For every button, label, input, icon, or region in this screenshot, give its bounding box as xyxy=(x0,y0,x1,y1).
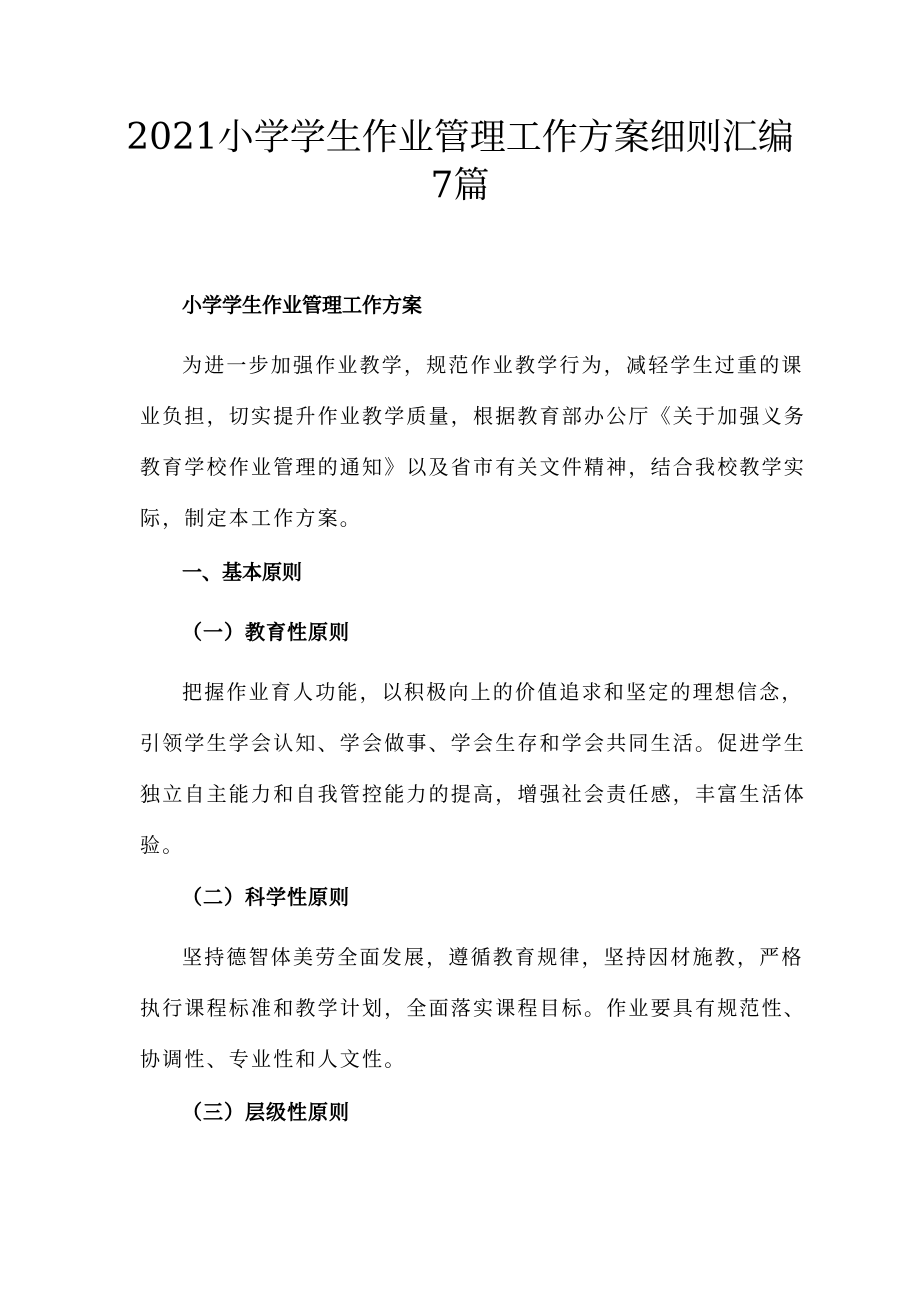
paragraph-line: 为进一步加强作业教学，规范作业教学行为，减轻学生过重的课 xyxy=(182,353,804,377)
principle2-paragraph xyxy=(140,943,806,1096)
paragraph-line: 业负担，切实提升作业教学质量，根据教育部办公厅《关于加强义务 xyxy=(140,404,806,428)
paragraph-line: 引领学生学会认知、学会做事、学会生存和学会共同生活。促进学生 xyxy=(140,731,806,755)
paragraph-line: 坚持德智体美劳全面发展，遵循教育规律，坚持因材施教，严格 xyxy=(182,945,804,969)
paragraph-line: 独立自主能力和自我管控能力的提高，增强社会责任感，丰富生活体 xyxy=(140,782,806,806)
part1-heading: 一、基本原则 xyxy=(182,560,302,584)
paragraph-line: 把握作业育人功能，以积极向上的价值追求和坚定的理想信念， xyxy=(182,680,804,704)
document-title-line-1: 2021小学学生作业管理工作方案细则汇编 xyxy=(126,117,794,158)
principle1-paragraph xyxy=(140,678,806,882)
principle3-heading: （三）层级性原则 xyxy=(182,1100,350,1124)
paragraph-line: 执行课程标准和教学计划，全面落实课程目标。作业要具有规范性、 xyxy=(140,996,806,1020)
paragraph-line: 教育学校作业管理的通知》以及省市有关文件精神，结合我校教学实 xyxy=(140,455,806,479)
paragraph-line: 验。 xyxy=(140,833,185,857)
intro-paragraph xyxy=(140,351,806,555)
document-title-line-2: 7篇 xyxy=(430,165,490,206)
section-title: 小学学生作业管理工作方案 xyxy=(182,293,422,317)
principle2-heading: （二）科学性原则 xyxy=(182,885,350,909)
paragraph-line: 协调性、专业性和人文性。 xyxy=(140,1047,407,1071)
principle1-heading: （一）教育性原则 xyxy=(182,620,350,644)
paragraph-line: 际，制定本工作方案。 xyxy=(140,506,362,530)
